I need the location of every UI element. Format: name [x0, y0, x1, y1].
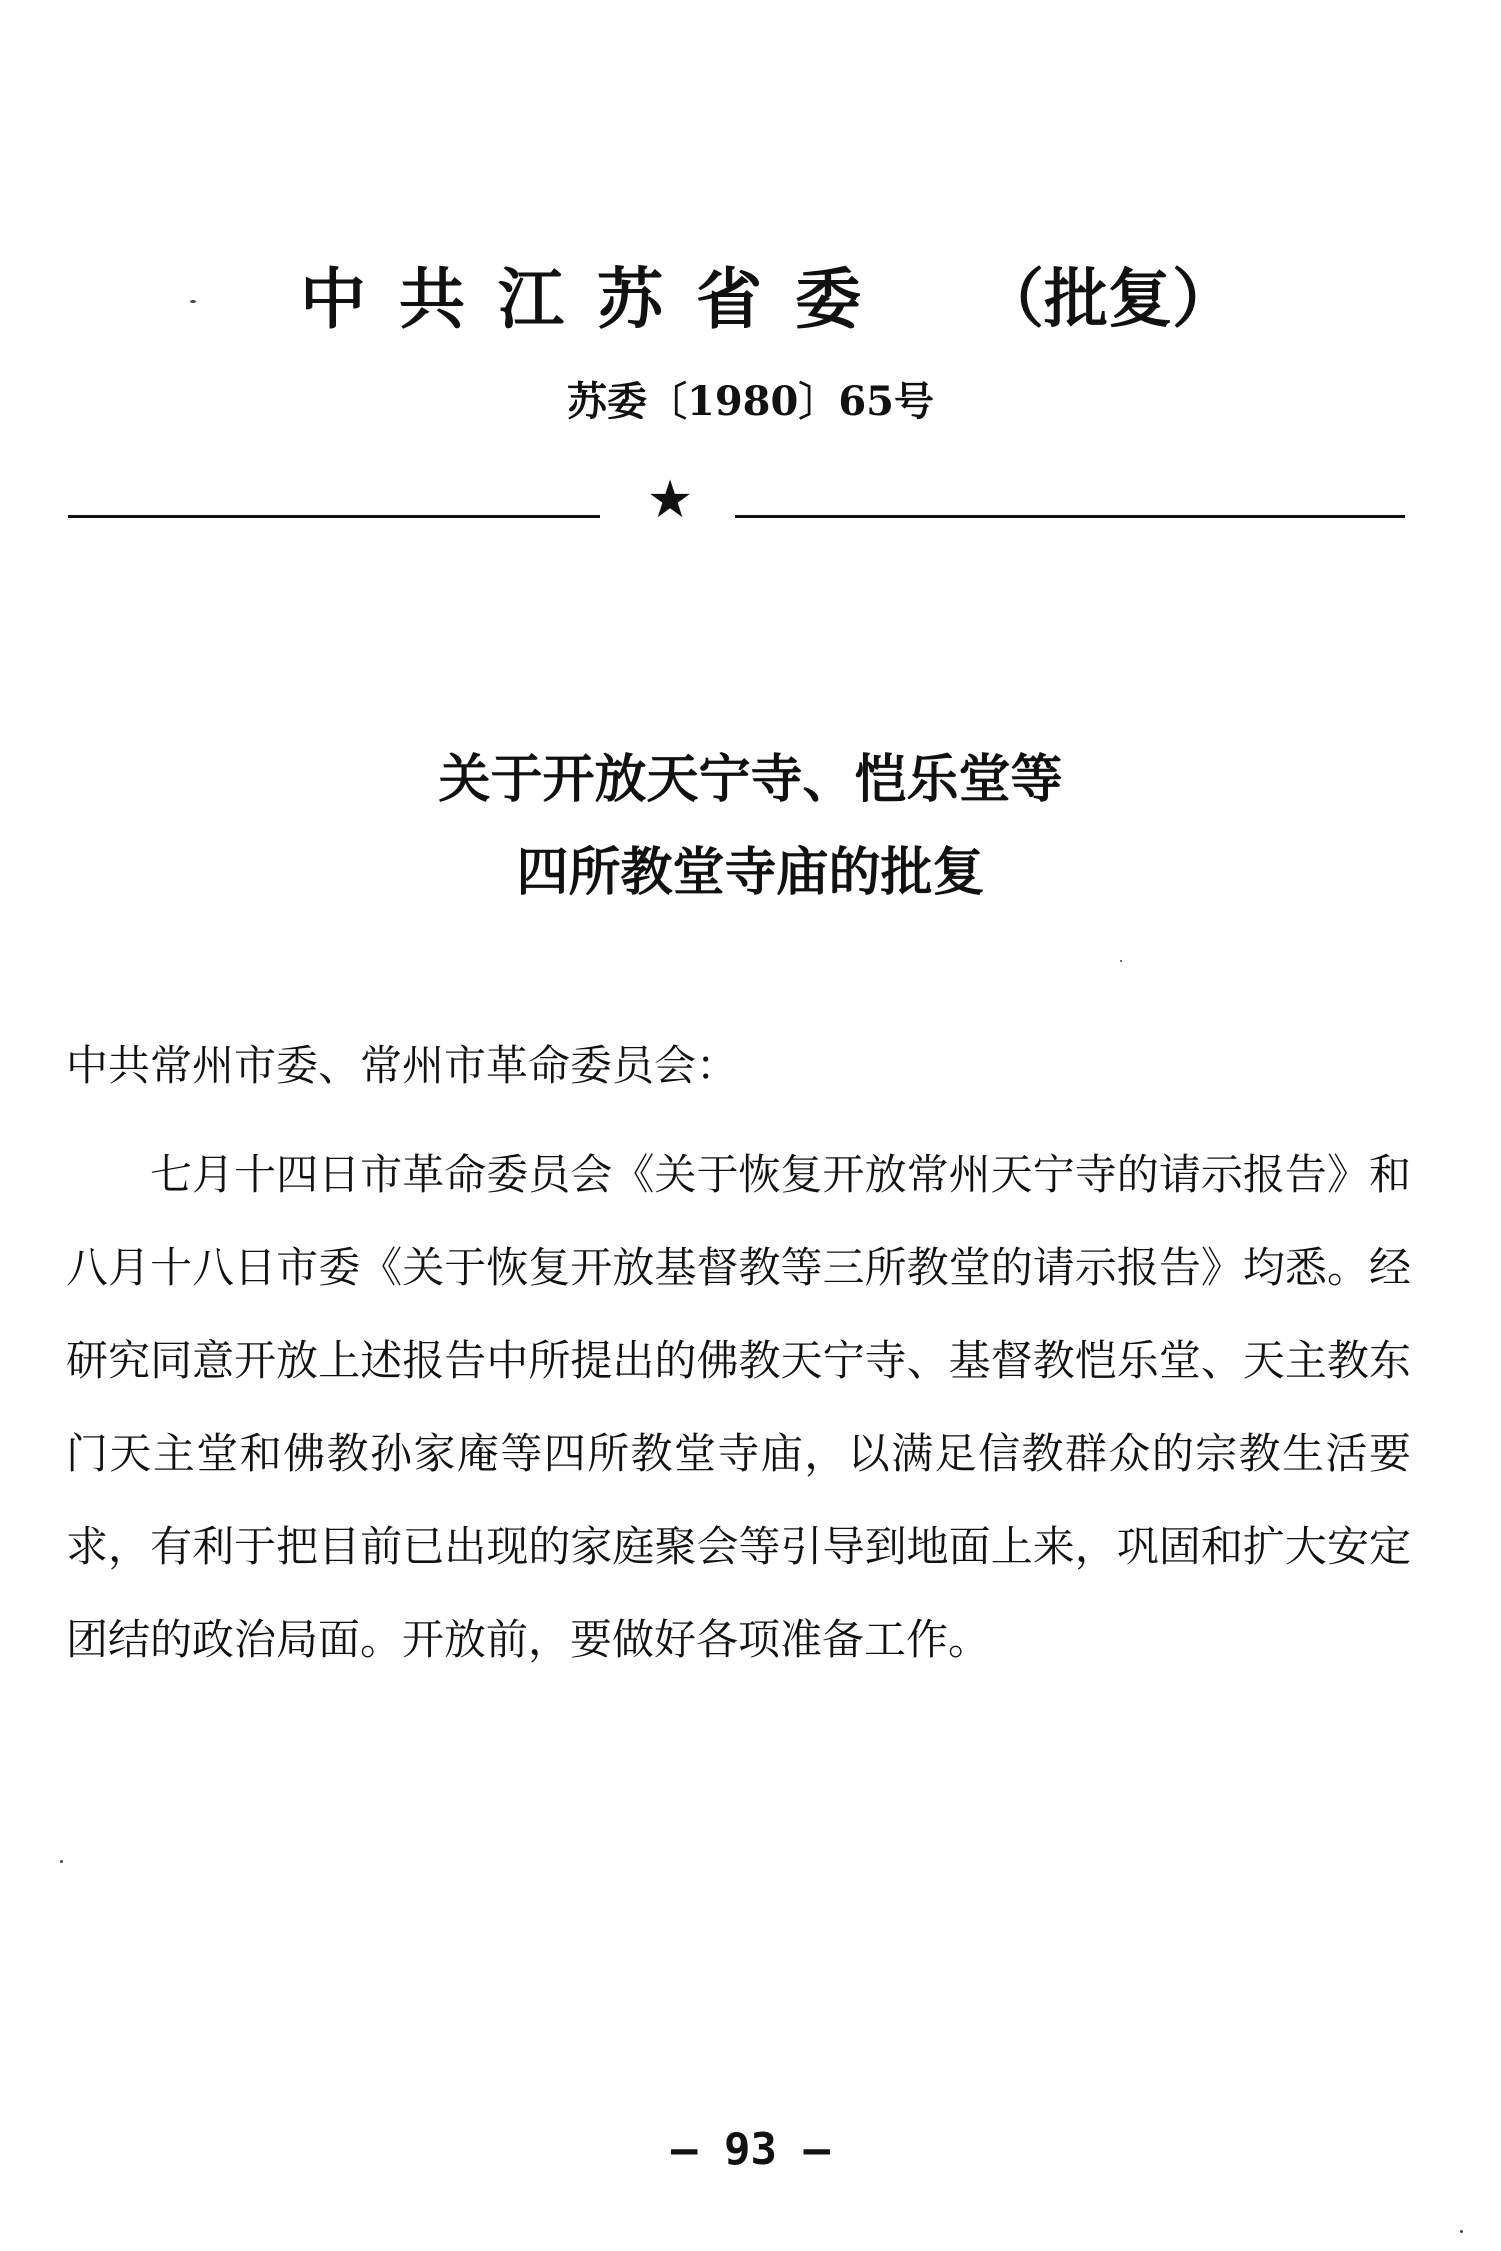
page-number: — 93 — [671, 2124, 830, 2175]
document-title-line-1: 关于开放天宁寺、恺乐堂等 [438, 750, 1063, 810]
document-type: （批复） [980, 263, 1236, 337]
header-rule-left [68, 515, 600, 518]
salutation: 中共常州市委、常州市革命委员会： [66, 1041, 739, 1090]
document-number: 苏委〔1980〕65号 [567, 378, 934, 425]
header-rule-right [735, 515, 1405, 518]
body-paragraph: 七月十四日市革命委员会《关于恢复开放常州天宁寺的请示报告》和八月十八日市委《关于恢复开放基督教等三所教堂的请示报告》均悉。经研究同意开放上述报告中所提出的佛教天宁寺、基督教恺乐堂、天主教东门天主堂和佛教孙家庵等四所教堂寺庙，以满足信教群众的宗教生活要求，有利于把目前已出现的家庭聚会等引导到地面上来，巩固和扩大安定团结的政治局面。开放前，要做好各项准备工作。 [66, 1150, 1411, 1664]
document-header [0, 250, 1501, 360]
scan-speck [1120, 960, 1122, 962]
scan-speck [1460, 2230, 1463, 2233]
scan-speck [190, 300, 196, 303]
star-icon: ★ [646, 470, 694, 530]
document-title-line-2: 四所教堂寺庙的批复 [516, 843, 985, 903]
scan-speck [60, 1860, 63, 1863]
issuer-name: 中共江苏省委 [300, 261, 894, 338]
